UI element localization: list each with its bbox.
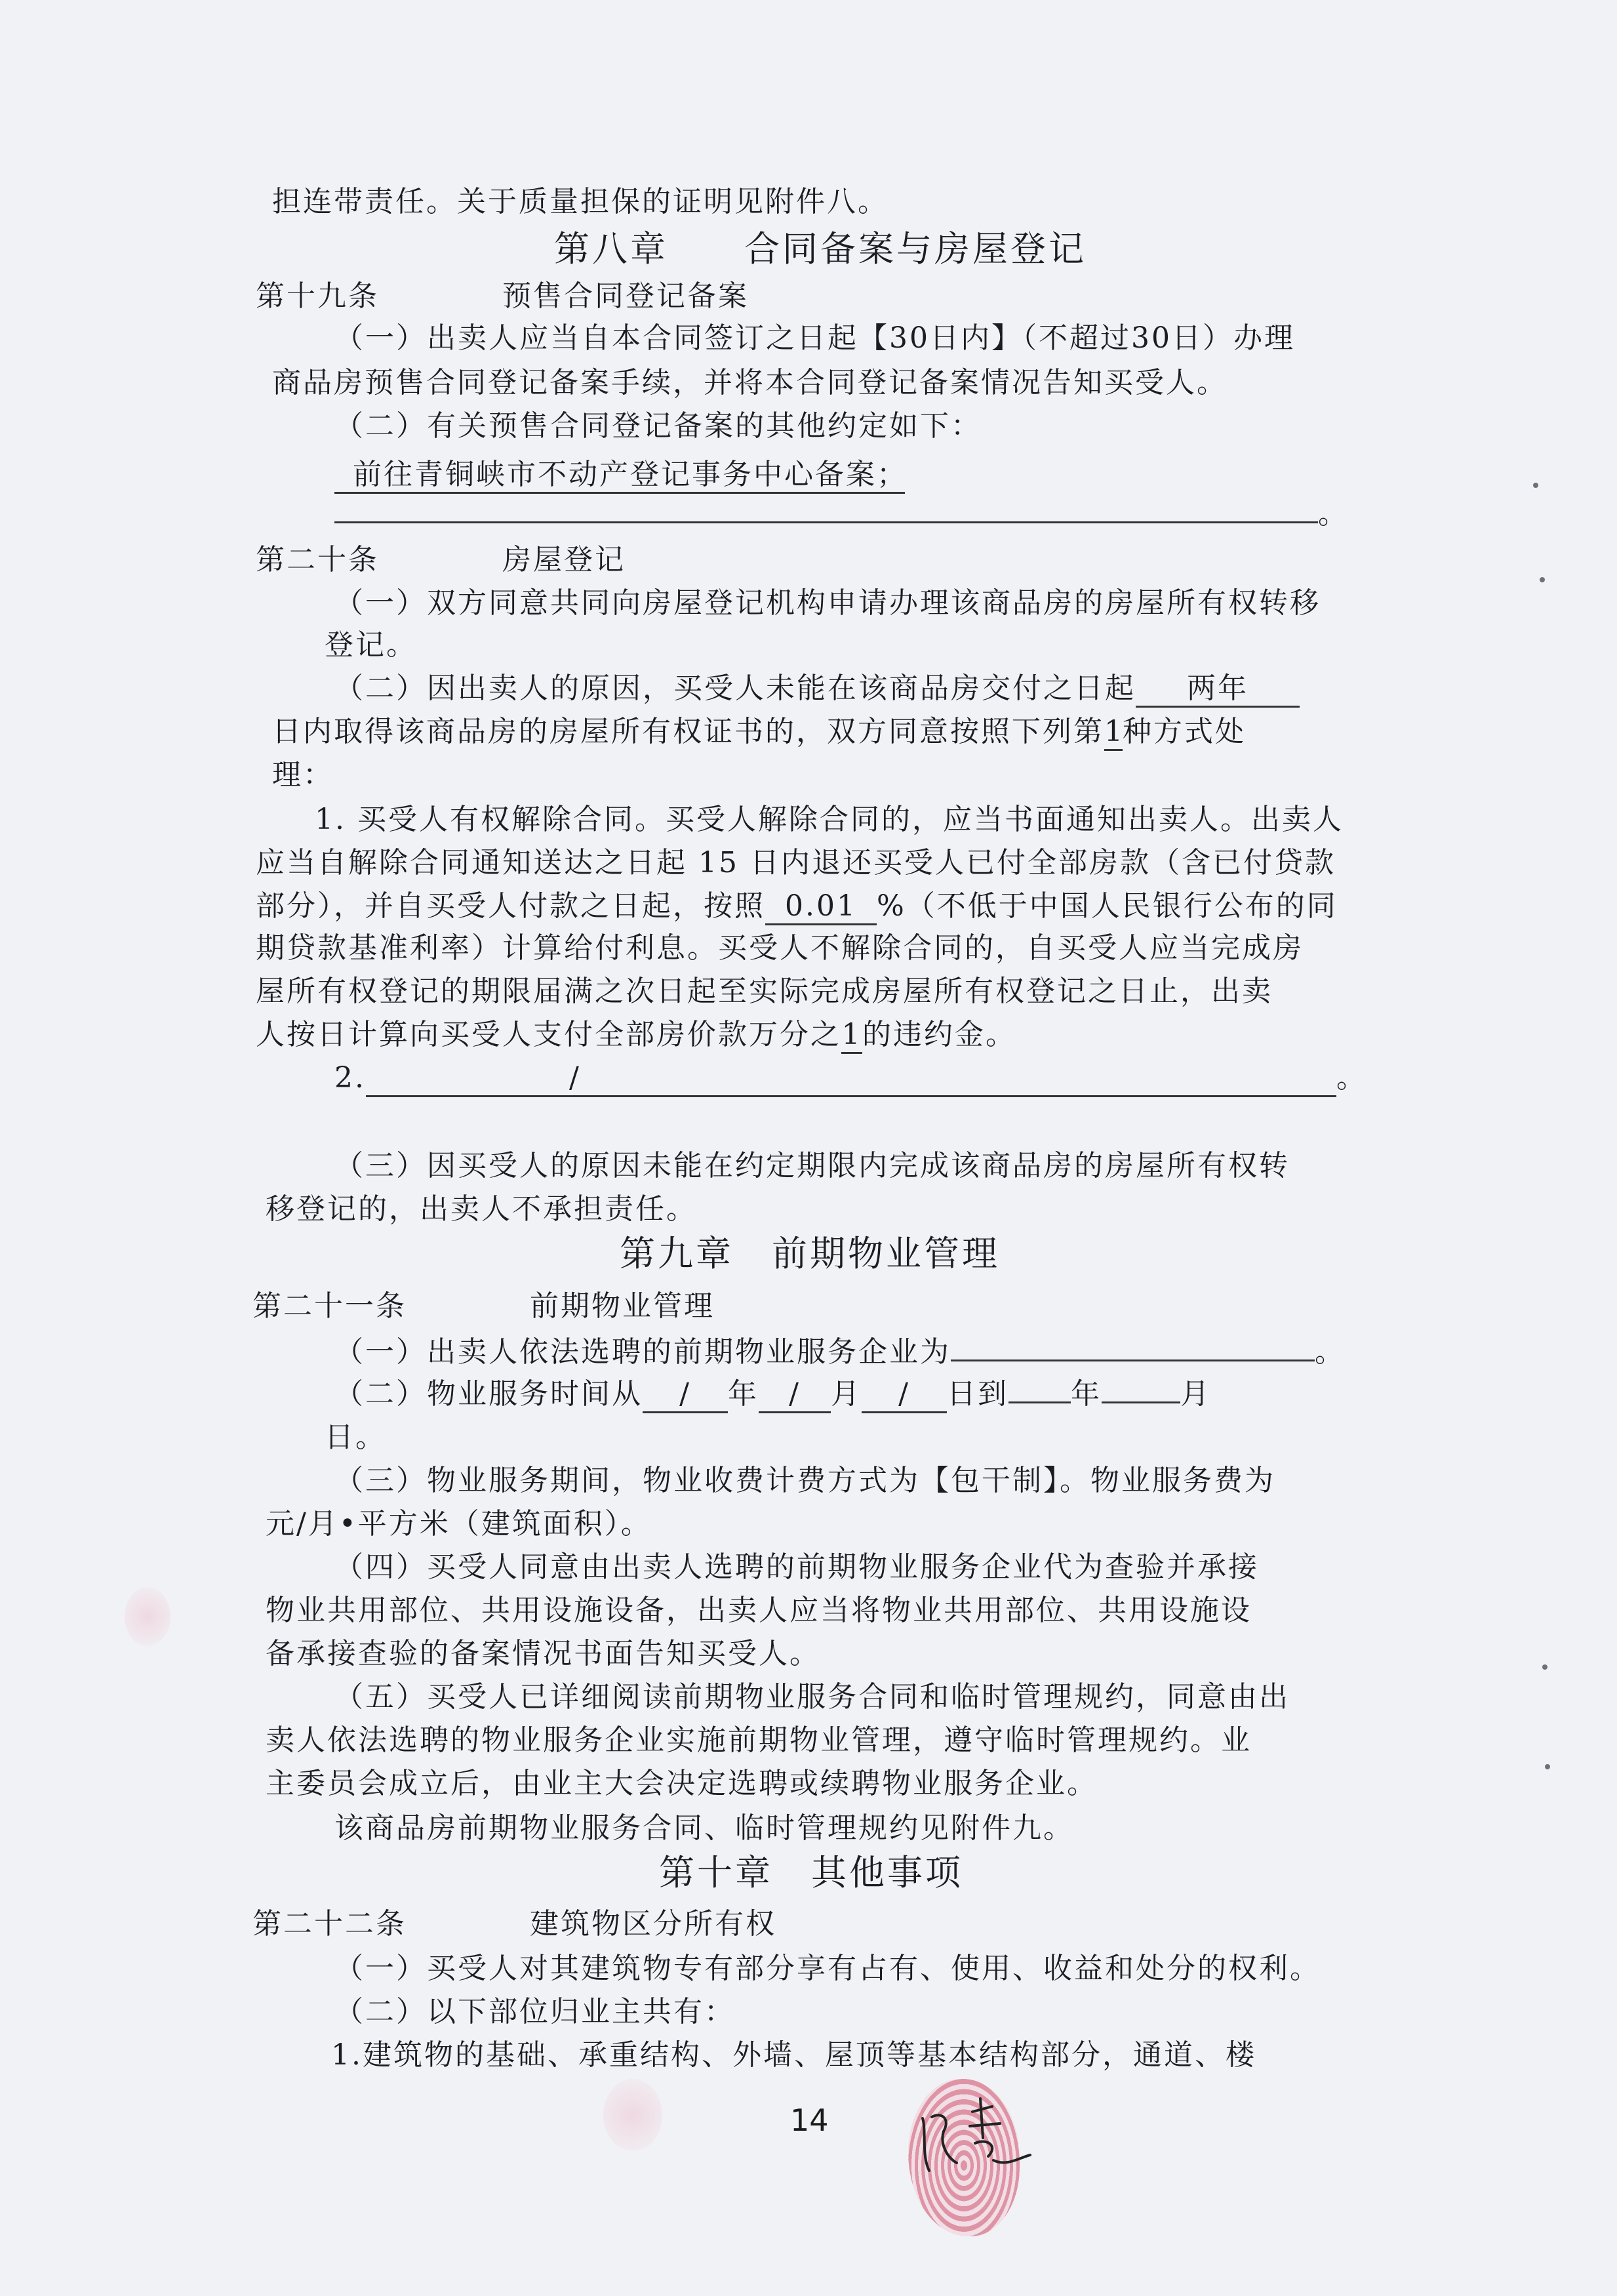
filled-value: 1 [841, 1018, 862, 1054]
fill-in-line [334, 493, 1349, 535]
text-fragment: %（不低于中国人民银行公布的同 [877, 889, 1338, 923]
blank-field [1102, 1401, 1180, 1403]
text-line: （一）双方同意共同向房屋登记机构申请办理该商品房的房屋所有权转移 [334, 586, 1321, 620]
paper-stain [125, 1587, 170, 1646]
blank-field [334, 521, 1318, 523]
fill-in-line [334, 454, 908, 496]
text-line: 移登记的，出卖人不承担责任。 [266, 1192, 697, 1226]
scan-speck [1545, 1764, 1550, 1769]
text-line: 1. 买受人有权解除合同。买受人解除合同的，应当书面通知出卖人。出卖人 [315, 803, 1344, 836]
text-line [334, 1331, 1346, 1373]
text-line: 该商品房前期物业服务合同、临时管理规约见附件九。 [334, 1811, 1074, 1845]
text-line: 登记。 [325, 628, 417, 662]
scan-speck [1542, 1664, 1547, 1670]
text-line: （三）物业服务期间，物业收费计费方式为【包干制】。物业服务费为 [334, 1464, 1275, 1497]
text-line: （四）买受人同意由出卖人选聘的前期物业服务企业代为查验并承接 [334, 1550, 1259, 1584]
text-fragment: 月 [1180, 1377, 1211, 1411]
text-fragment: 种方式处 [1123, 715, 1246, 748]
blank-field [1008, 1401, 1071, 1403]
blank-field: / [759, 1377, 831, 1413]
text-line [334, 1057, 1367, 1099]
text-fragment: 人按日计算向买受人支付全部房价款万分之 [256, 1018, 841, 1051]
text-fragment: （二）物业服务时间从 [334, 1377, 643, 1411]
blank-field: / [366, 1061, 1336, 1097]
chapter-heading: 第九章 前期物业管理 [620, 1233, 1000, 1274]
text-line: 物业共用部位、共用设施设备，出卖人应当将物业共用部位、共用设施设 [266, 1594, 1252, 1627]
page-number: 14 [790, 2103, 829, 2138]
article-heading: 第二十二条 建筑物区分所有权 [252, 1907, 776, 1941]
text-line: 商品房预售合同登记备案手续，并将本合同登记备案情况告知买受人。 [272, 366, 1228, 399]
text-fragment: 日到 [947, 1377, 1008, 1411]
text-line [256, 1014, 1016, 1056]
text-line: 期贷款基准利率）计算给付利息。买受人不解除合同的，自买受人应当完成房 [256, 931, 1304, 965]
blank-field: / [862, 1377, 947, 1413]
scan-speck [1533, 483, 1538, 488]
text-fragment: 月 [831, 1377, 862, 1411]
period: 。 [1336, 1061, 1367, 1095]
text-fragment: 年 [1071, 1377, 1102, 1411]
filing-note: 前往青铜峡市不动产登记事务中心备案； [334, 458, 905, 494]
text-line: 日。 [325, 1420, 386, 1454]
text-line: 担连带责任。关于质量担保的证明见附件八。 [272, 185, 888, 218]
text-line [334, 668, 1300, 710]
filled-value: 两年 [1136, 672, 1300, 708]
text-line: 理： [272, 758, 334, 792]
text-fragment: 年 [728, 1377, 759, 1411]
text-fragment: （二）因出卖人的原因，买受人未能在该商品房交付之日起 [334, 672, 1136, 705]
text-line: 元/月•平方米（建筑面积）。 [266, 1507, 652, 1541]
item-number: 2. [334, 1061, 366, 1095]
blank-field [951, 1359, 1315, 1361]
text-line: （一）买受人对其建筑物专有部分享有占有、使用、收益和处分的权利。 [334, 1952, 1321, 1985]
article-heading: 第二十一条 前期物业管理 [252, 1289, 715, 1323]
text-line: 屋所有权登记的期限届满之次日起至实际完成房屋所有权登记之日止，出卖 [256, 975, 1273, 1008]
text-line: （三）因买受人的原因未能在约定期限内完成该商品房的房屋所有权转 [334, 1149, 1290, 1182]
text-line: （一）出卖人应当自本合同签订之日起【30日内】（不超过30日）办理 [334, 321, 1295, 355]
text-fragment: 的违约金。 [862, 1018, 1016, 1051]
text-line [256, 885, 1338, 927]
article-heading: 第二十条 房屋登记 [256, 543, 626, 576]
handwritten-signature [915, 2092, 1039, 2190]
period: 。 [1318, 497, 1349, 531]
text-line: （二）以下部位归业主共有： [334, 1995, 735, 2028]
text-line [334, 1373, 1211, 1415]
chapter-heading: 第八章 合同备案与房屋登记 [554, 228, 1087, 270]
blank-field: / [643, 1377, 728, 1413]
paper-stain [603, 2079, 662, 2151]
text-line: （五）买受人已详细阅读前期物业服务合同和临时管理规约，同意由出 [334, 1680, 1290, 1714]
scan-speck [1540, 577, 1545, 582]
text-line: 主委员会成立后，由业主大会决定选聘或续聘物业服务企业。 [266, 1767, 1098, 1800]
text-fragment: 部分），并自买受人付款之日起，按照 [256, 889, 765, 923]
filled-value: 1 [1104, 715, 1123, 751]
text-line [272, 711, 1246, 753]
text-line: 卖人依法选聘的物业服务企业实施前期物业管理，遵守临时管理规约。业 [266, 1723, 1252, 1757]
text-line: （二）有关预售合同登记备案的其他约定如下： [334, 409, 982, 443]
text-line: 备承接查验的备案情况书面告知买受人。 [266, 1637, 820, 1670]
period: 。 [1315, 1335, 1346, 1369]
text-fragment: （一）出卖人依法选聘的前期物业服务企业为 [334, 1335, 951, 1369]
filled-value: 0.01 [765, 889, 877, 925]
article-heading: 第十九条 预售合同登记备案 [256, 279, 749, 313]
text-line: 1.建筑物的基础、承重结构、外墙、屋顶等基本结构部分，通道、楼 [331, 2038, 1256, 2072]
chapter-heading: 第十章 其他事项 [659, 1852, 963, 1893]
text-fragment: 日内取得该商品房的房屋所有权证书的，双方同意按照下列第 [272, 715, 1104, 748]
text-line: 应当自解除合同通知送达之日起 15 日内退还买受人已付全部房款（含已付贷款 [256, 846, 1336, 879]
